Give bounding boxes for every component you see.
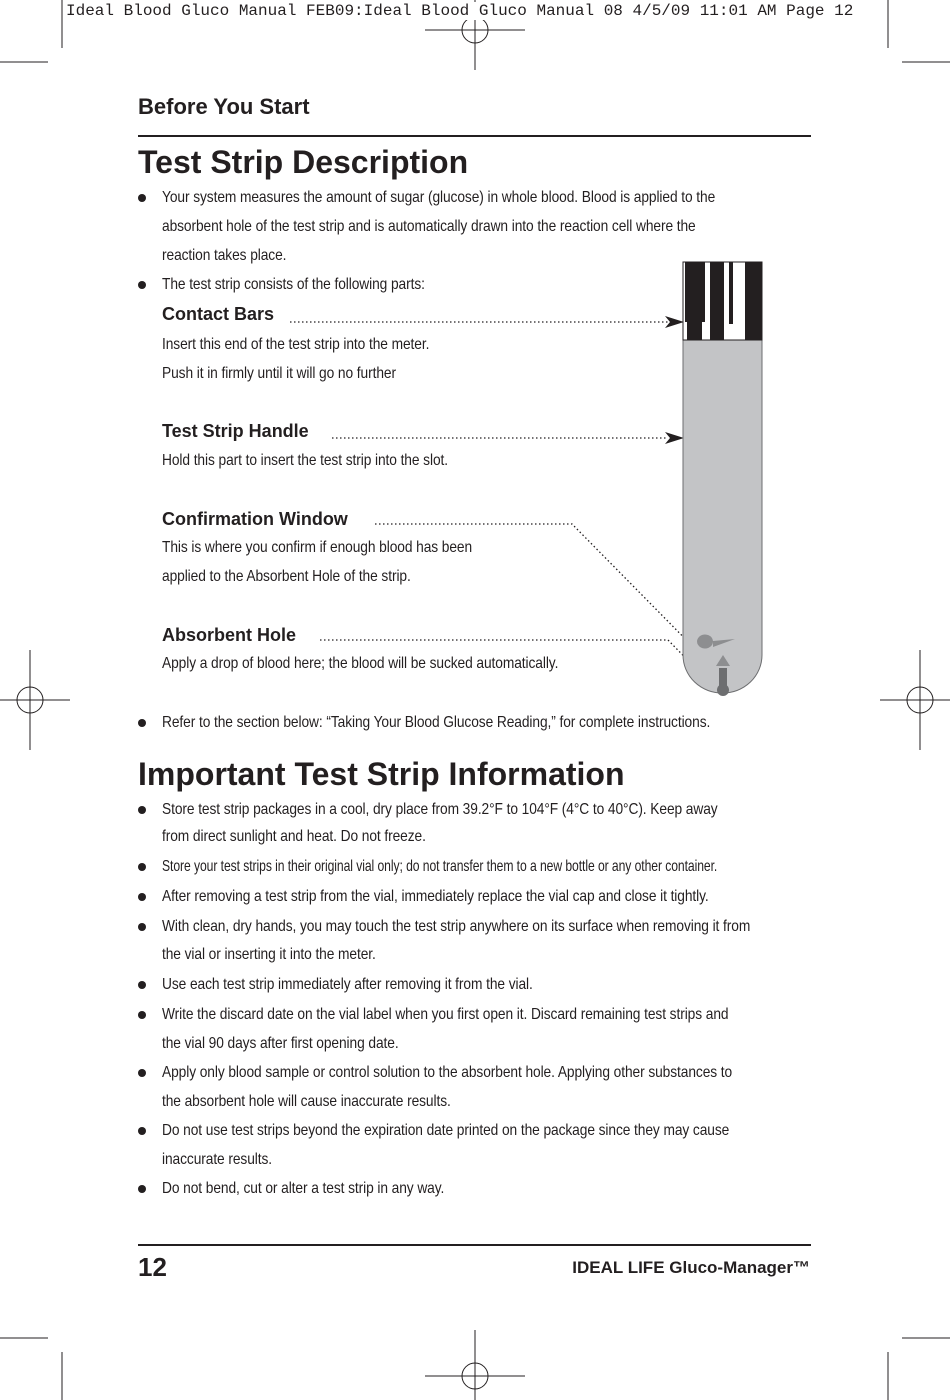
info-line: the absorbent hole will cause inaccurate results.	[162, 1093, 451, 1110]
info-line: After removing a test strip from the vial, immediately replace the vial cap and close it tightly.	[162, 888, 709, 905]
info-line: from direct sunlight and heat. Do not freeze.	[162, 828, 426, 845]
info-line: the vial or inserting it into the meter.	[162, 946, 376, 963]
part-label: Confirmation Window	[162, 509, 348, 529]
print-slug: Ideal Blood Gluco Manual FEB09:Ideal Blood Gluco Manual 08 4/5/09 11:01 AM Page 12	[66, 2, 854, 20]
info-line: Apply only blood sample or control solution to the absorbent hole. Applying other substances to	[162, 1064, 733, 1081]
info-line: inaccurate results.	[162, 1151, 273, 1168]
info-line: the vial 90 days after first opening date.	[162, 1035, 399, 1052]
info-line: Store test strip packages in a cool, dry place from 39.2°F to 104°F (4°C to 40°C). Keep away	[162, 801, 718, 818]
text-line: absorbent hole of the test strip and is automatically drawn into the reaction cell where the	[162, 218, 696, 235]
footer-title: IDEAL LIFE Gluco-Manager™	[572, 1258, 810, 1277]
leader-lines	[290, 322, 712, 685]
page-number: 12	[138, 1252, 167, 1282]
title-important-info: Important Test Strip Information	[138, 756, 625, 792]
absorbent-hole	[717, 684, 729, 696]
info-line: Store your test strips in their original vial only; do not transfer them to a new bottle or any other container.	[162, 858, 718, 875]
info-line: Use each test strip immediately after removing it from the vial.	[162, 976, 533, 993]
test-strip	[683, 262, 762, 696]
part-label: Test Strip Handle	[162, 421, 309, 441]
text-line: applied to the Absorbent Hole of the strip.	[162, 568, 411, 585]
title-test-strip-description: Test Strip Description	[138, 144, 469, 180]
info-line: Do not use test strips beyond the expiration date printed on the package since they may cause	[162, 1122, 730, 1139]
section-header: Before You Start	[138, 94, 310, 119]
text-line: Insert this end of the test strip into the meter.	[162, 336, 430, 353]
text-line: This is where you confirm if enough blood has been	[162, 539, 473, 556]
footer-rule	[138, 1244, 811, 1246]
text-line: Hold this part to insert the test strip into the slot.	[162, 452, 448, 469]
info-line: Write the discard date on the vial label when you first open it. Discard remaining test strips and	[162, 1006, 729, 1023]
part-label: Absorbent Hole	[162, 625, 297, 645]
part-label: Contact Bars	[162, 304, 275, 324]
text-line: reaction takes place.	[162, 247, 287, 264]
text-line: Your system measures the amount of sugar (glucose) in whole blood. Blood is applied to the	[162, 189, 716, 206]
info-line: With clean, dry hands, you may touch the test strip anywhere on its surface when removing it from	[162, 918, 751, 935]
text-line: Apply a drop of blood here; the blood will be sucked automatically.	[162, 655, 559, 672]
text-line: The test strip consists of the following parts:	[162, 276, 425, 293]
text-line: Refer to the section below: “Taking Your Blood Glucose Reading,” for complete instructions.	[162, 714, 711, 731]
info-line: Do not bend, cut or alter a test strip in any way.	[162, 1180, 445, 1197]
text-line: Push it in firmly until it will go no further	[162, 365, 396, 382]
